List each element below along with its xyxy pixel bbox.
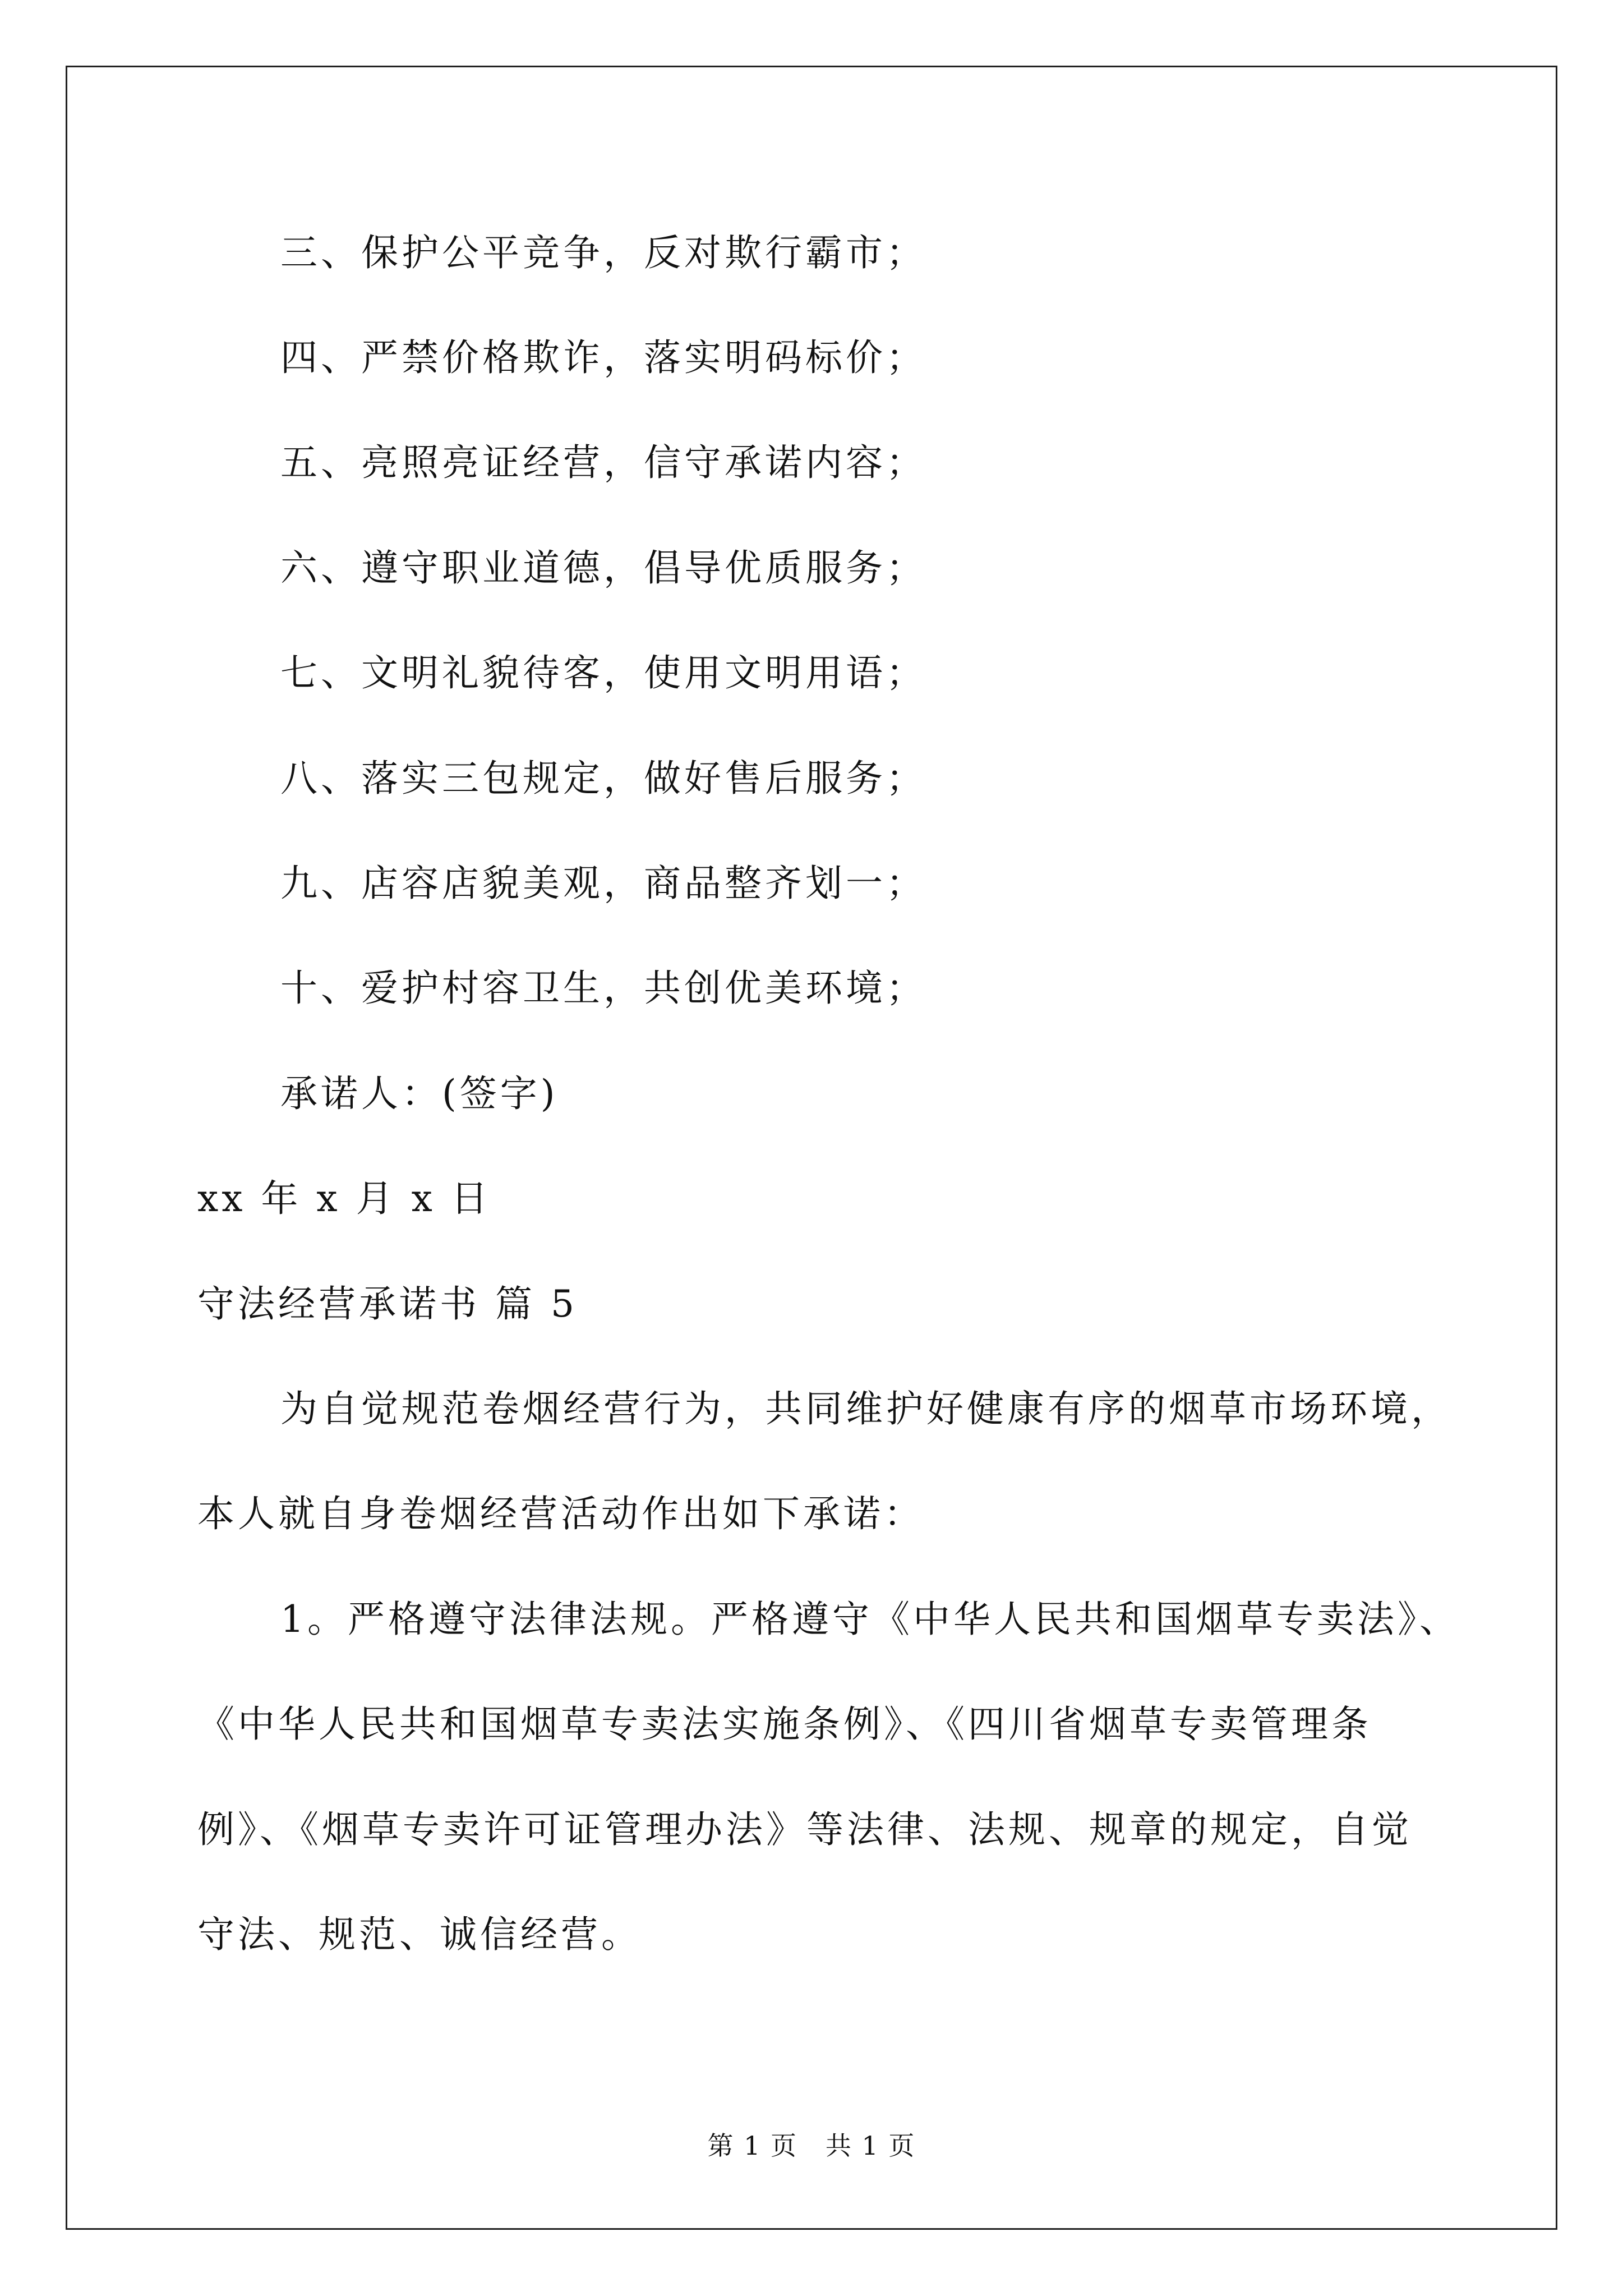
page-number-footer: 第 1 页 共 1 页 <box>707 2131 916 2161</box>
date-line: xx 年 x 月 x 日 <box>197 1177 491 1220</box>
body-paragraph: 为自觉规范卷烟经营行为，共同维护好健康有序的烟草市场环境， <box>280 1387 1451 1430</box>
paragraph-item-5: 五、亮照亮证经营，信守承诺内容； <box>280 441 926 484</box>
paragraph-item-6: 六、遵守职业道德，倡导优质服务； <box>280 546 926 590</box>
section-title: 守法经营承诺书 篇 5 <box>197 1282 578 1326</box>
paragraph-item-4: 四、严禁价格欺诈，落实明码标价； <box>280 336 926 379</box>
paragraph-item-10: 十、爱护村容卫生，共创优美环境； <box>280 967 926 1010</box>
page-frame <box>66 66 1557 2230</box>
paragraph-item-8: 八、落实三包规定，做好售后服务； <box>280 757 926 800</box>
signature-line: 承诺人：(签字) <box>280 1072 559 1115</box>
body-paragraph-continuation: 本人就自身卷烟经营活动作出如下承诺： <box>197 1492 924 1535</box>
clause-1-line-2: 《中华人民共和国烟草专卖法实施条例》、《四川省烟草专卖管理条 <box>197 1703 1372 1746</box>
paragraph-item-9: 九、店容店貌美观，商品整齐划一； <box>280 862 926 905</box>
clause-1-line-3: 例》、《烟草专卖许可证管理办法》等法律、法规、规章的规定，自觉 <box>197 1808 1412 1851</box>
paragraph-item-7: 七、文明礼貌待客，使用文明用语； <box>280 651 926 694</box>
clause-1-line-4: 守法、规范、诚信经营。 <box>197 1913 642 1956</box>
clause-1-line-1: 1。严格遵守法律法规。严格遵守《中华人民共和国烟草专卖法》、 <box>280 1598 1460 1641</box>
paragraph-item-3: 三、保护公平竞争，反对欺行霸市； <box>280 231 926 274</box>
